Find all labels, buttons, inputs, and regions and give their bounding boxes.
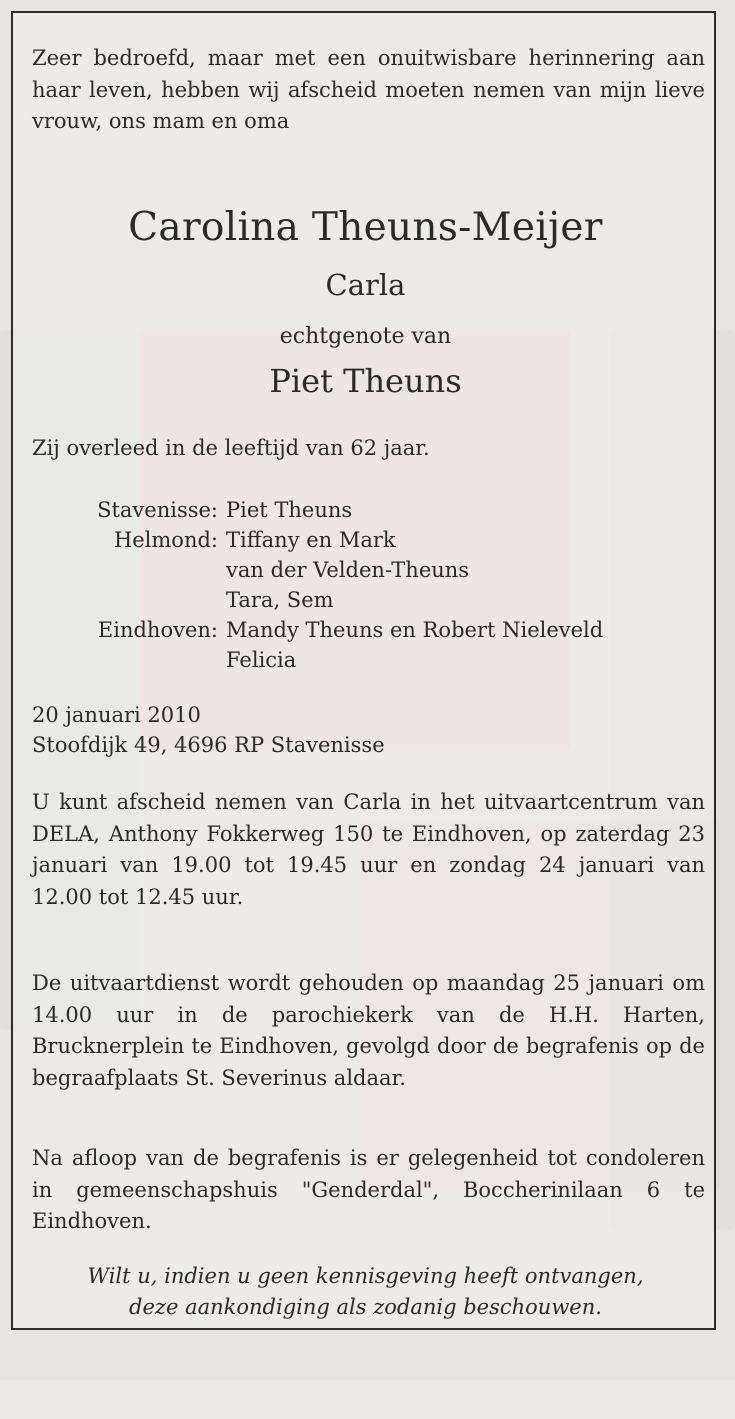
closing-note (13, 1261, 718, 1323)
family-person: Felicia (226, 648, 297, 672)
family-place: Eindhoven: (97, 618, 218, 642)
family-place: Helmond: (113, 528, 218, 552)
closing-line-1: Wilt u, indien u geen kennisgeving heeft ontvangen, (87, 1264, 644, 1288)
family-place (32, 555, 218, 585)
family-person: Piet Theuns (226, 498, 353, 522)
family-row (32, 495, 705, 525)
family-row (32, 615, 705, 645)
intro-text: Zeer bedroefd, maar met een onuitwisbare herinnering aan haar leven, hebben wij afscheid moeten nemen van mijn lieve vrouw, ons mam en oma (32, 46, 705, 133)
death-notice (11, 11, 716, 1330)
family-person: Mandy Theuns en Robert Nieleveld (226, 618, 604, 642)
family-row (32, 585, 705, 615)
family-list (32, 495, 705, 675)
family-place (32, 585, 218, 615)
age-line: Zij overleed in de leeftijd van 62 jaar. (32, 436, 430, 460)
service-paragraph: De uitvaartdienst wordt gehouden op maandag 25 januari om 14.00 uur in de parochiekerk van de H.H. Harten, Brucknerplein te Eindhoven, gevolgd door de begrafenis op de begraafplaats St. Severinus aldaar. (32, 971, 705, 1090)
family-person: Tara, Sem (226, 588, 334, 612)
family-row (32, 645, 705, 675)
spouse-name: Piet Theuns (269, 362, 462, 400)
family-row (32, 555, 705, 585)
family-place: Stavenisse: (97, 498, 218, 522)
spouse-label: echtgenote van (279, 324, 452, 349)
visitation-paragraph: U kunt afscheid nemen van Carla in het uitvaartcentrum van DELA, Anthony Fokkerweg 150 te Eindhoven, op zaterdag 23 januari van 19.00 tot 19.45 uur en zondag 24 januari van 12.00 tot 12.45 uur. (32, 790, 705, 909)
family-person: Tiffany en Mark (226, 528, 396, 552)
notice-date: 20 januari 2010 (32, 703, 201, 727)
family-place (32, 645, 218, 675)
condolence-paragraph: Na afloop van de begrafenis is er gelegenheid tot condoleren in gemeenschapshuis "Genderdal", Boccherinilaan 6 te Eindhoven. (32, 1146, 705, 1233)
family-row (32, 525, 705, 555)
deceased-name: Carolina Theuns-Meijer (128, 205, 603, 250)
family-person: van der Velden-Theuns (226, 558, 470, 582)
nickname: Carla (325, 268, 406, 302)
closing-line-2: deze aankondiging als zodanig beschouwen. (129, 1295, 602, 1319)
home-address: Stoofdijk 49, 4696 RP Stavenisse (32, 733, 385, 757)
